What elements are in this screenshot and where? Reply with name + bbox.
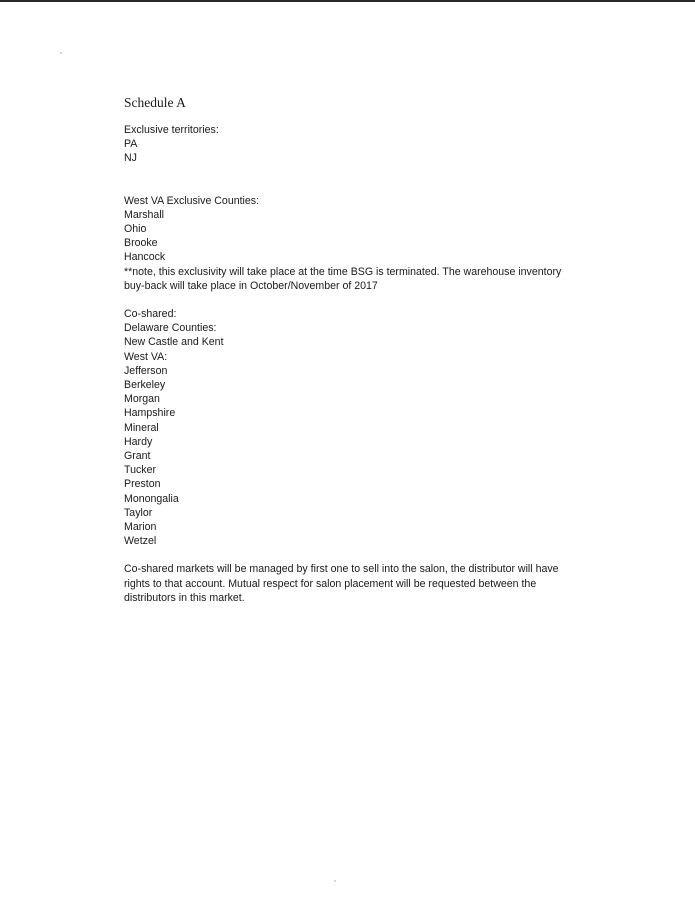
list-item: Marion [124,521,157,534]
exclusive-territories-section [124,123,584,166]
list-item: Brooke [124,237,158,250]
west-va-exclusive-section [124,194,584,293]
list-item: Preston [124,478,161,491]
note-line: **note, this exclusivity will take place at the time BSG is terminated. The warehouse inventory [124,265,562,278]
section-heading: Exclusive territories: [124,124,219,136]
list-item: Ohio [124,223,147,236]
paragraph-line: Co-shared markets will be managed by first one to sell into the salon, the distributor will have [124,563,559,576]
scan-top-border [0,0,695,2]
list-item: Wetzel [124,535,157,548]
list-item: Monongalia [124,492,179,505]
closing-paragraph [124,562,584,605]
section-heading: Co-shared: [124,308,177,321]
document-body [124,94,584,605]
list-item: Morgan [124,393,160,406]
list-item: Marshall [124,208,165,221]
list-item: Jefferson [124,364,168,377]
list-item: Hampshire [124,407,176,420]
list-item: Berkeley [124,379,166,392]
section-heading: West VA Exclusive Counties: [124,194,260,207]
list-item: NJ [124,152,137,165]
page-title: Schedule A [124,95,186,110]
paragraph-line: rights to that account. Mutual respect for salon placement will be requested between the [124,577,537,590]
list-item: Tucker [124,464,156,477]
scan-speck [334,880,336,882]
list-item: Hardy [124,435,153,448]
list-item: New Castle and Kent [124,336,224,349]
scan-speck [60,52,62,54]
note-line: buy-back will take place in October/November of 2017 [124,279,378,292]
list-item: Hancock [124,251,166,264]
subsection-heading: West VA: [124,350,168,363]
co-shared-section [124,307,584,548]
list-item: Grant [124,450,151,463]
list-item: Mineral [124,421,159,434]
list-item: PA [124,138,138,151]
paragraph-line: distributors in this market. [124,591,245,604]
list-item: Taylor [124,506,153,519]
subsection-heading: Delaware Counties: [124,322,217,335]
